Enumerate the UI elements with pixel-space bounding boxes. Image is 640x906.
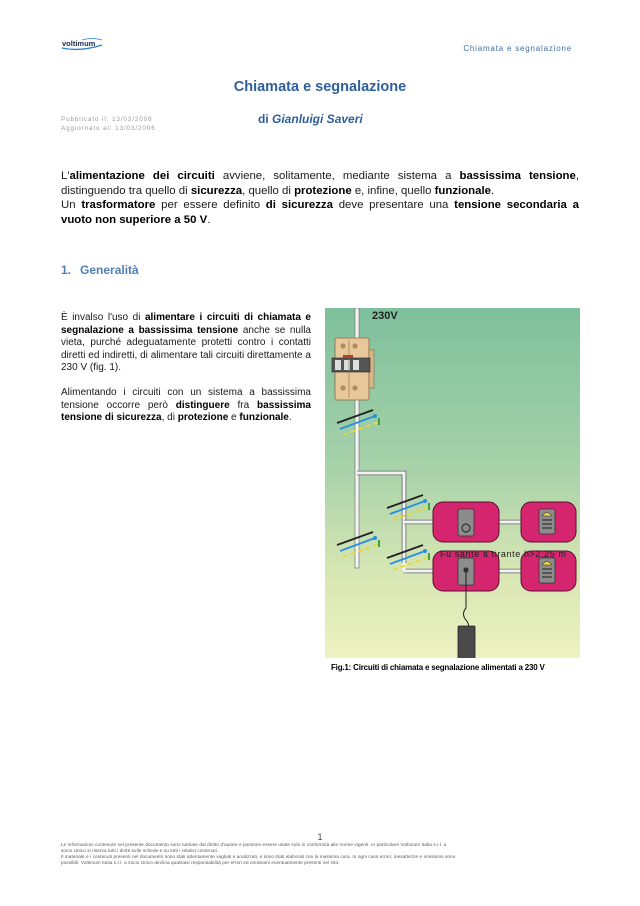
voltage-label: 230V <box>372 310 398 322</box>
intro-text: avviene, solitamente, mediante sistema a <box>214 170 460 182</box>
voltimum-logo <box>60 37 104 51</box>
intro-text: , quello di <box>242 184 295 197</box>
body-bold: alimentare i circuiti di chiamata e segnalazione a bassissima tensione <box>61 312 311 336</box>
updated-date: Aggiornato al: 13/03/2006 <box>61 124 156 132</box>
svg-text:voltimum: voltimum <box>62 39 96 48</box>
footer-line: Il materiale e i contenuti presenti nel documento sono stati attentamente vagliati e analizzati, e sono stati elaborati con la massima cura. In ogni caso errori, inesattezze e omissioni sono <box>61 854 456 859</box>
body-text: anche se nulla vieta, purché adeguatamente protetti contro i contatti diretti ed indiretti, di alimentare tali circuiti direttamente a 230 V (fig. 1). <box>61 324 311 374</box>
section-title: Generalità <box>80 263 139 277</box>
section-number: 1. <box>61 263 72 277</box>
intro-text: deve presentare una <box>332 199 455 211</box>
signal-lamp-box-top <box>521 502 576 542</box>
section-heading <box>61 263 139 277</box>
running-head: Chiamata e segnalazione <box>463 44 572 53</box>
intro-bold: di sicurezza <box>265 199 333 211</box>
body-bold: protezione <box>177 412 229 424</box>
body-bold: funzionale <box>239 412 289 424</box>
footer-disclaimer <box>61 842 581 866</box>
conductor-symbol-4 <box>387 545 429 570</box>
publication-dates <box>61 116 156 133</box>
body-text: fra <box>229 399 258 411</box>
footer-line: Le informazioni contenute nel presente documento sono tutelate dal diritto d'autore e possono essere usate solo in conformità alle norme vigenti. In particolare Voltimum Italia s.r.l. a <box>61 842 447 847</box>
conductor-symbol-3 <box>387 495 429 520</box>
body-text: . <box>288 412 292 424</box>
document-title: Chiamata e segnalazione <box>233 79 407 95</box>
footer-line: socio Unico si riserva tutti i diritti sulle schede e su tutti i relativi contenuti. <box>61 848 219 853</box>
intro-text: . <box>490 184 495 197</box>
intro-bold: trasformatore <box>81 199 156 211</box>
body-column <box>61 312 311 437</box>
intro-bold: sicurezza <box>190 184 243 197</box>
body-text: È invalso l'uso di <box>61 312 145 323</box>
intro-text: Un <box>61 199 82 211</box>
figure-circuit-diagram <box>325 308 580 658</box>
intro-text: , distinguendo tra quello di <box>61 170 580 197</box>
author-name: Gianluigi Saveri <box>272 112 363 126</box>
intro-paragraph <box>61 169 579 227</box>
body-paragraph-2 <box>61 387 311 425</box>
author-prefix: di <box>258 112 269 126</box>
switch-box-top <box>433 502 499 542</box>
fuse-label: Fu sante a tirante h>2,25 m <box>440 549 567 559</box>
intro-text: per essere definito <box>155 199 266 211</box>
intro-bold: protezione <box>294 184 352 197</box>
intro-text: e, infine, quello <box>351 184 435 197</box>
intro-text: L' <box>61 170 70 182</box>
pull-handle-icon <box>458 626 475 658</box>
intro-bold: bassissima tensione <box>459 170 576 182</box>
circuit-breaker-icon <box>332 338 374 400</box>
intro-bold: funzionale <box>434 184 491 197</box>
body-paragraph-1 <box>61 312 311 375</box>
page-number: 1 <box>317 832 323 842</box>
body-text: e <box>228 412 240 424</box>
figure-caption: Fig.1: Circuiti di chiamata e segnalazione alimentati a 230 V <box>331 663 545 672</box>
published-date: Pubblicato il: 13/03/2006 <box>61 116 153 123</box>
intro-text: . <box>207 213 211 226</box>
circuit-illustration <box>325 308 580 658</box>
footer-line: possibili. Voltimum Italia s.r.l. a socio Unico declina qualsiasi responsabilità per errori ed omissioni eventualmente presenti nel sito. <box>61 860 340 865</box>
author-line <box>258 112 363 126</box>
body-bold: distinguere <box>175 399 230 411</box>
body-text: Alimentando i circuiti con un sistema a bassissima tensione occorre però <box>61 386 311 411</box>
intro-bold: alimentazione dei circuiti <box>69 170 215 182</box>
body-bold: bassissima tensione di sicurezza <box>61 399 311 424</box>
body-text: , di <box>161 412 178 424</box>
intro-bold: tensione secondaria a vuoto non superiore a 50 V <box>61 199 579 226</box>
